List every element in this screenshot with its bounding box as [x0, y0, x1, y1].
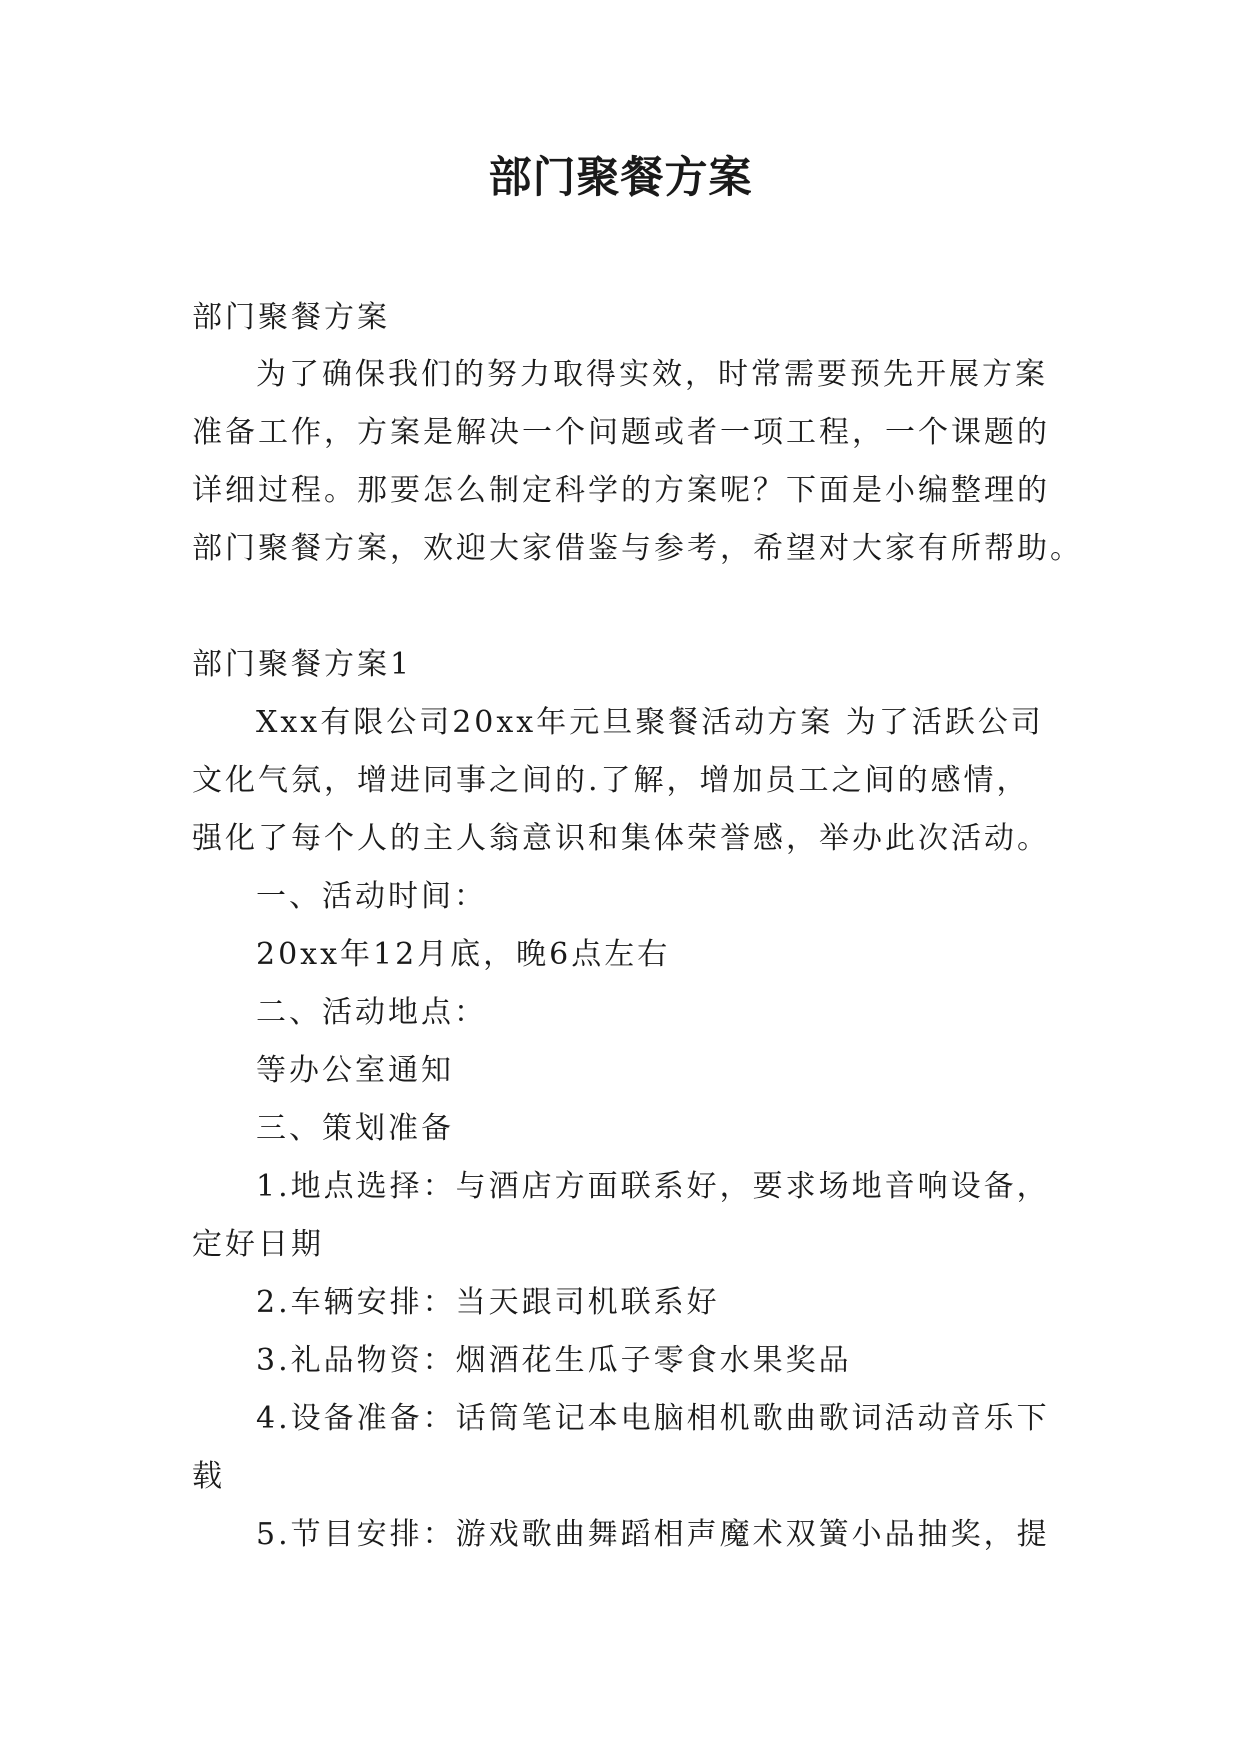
paragraph-line: 详细过程。那要怎么制定科学的方案呢？下面是小编整理的	[192, 473, 1050, 508]
list-item: 等办公室通知	[256, 1053, 454, 1088]
subtitle-line: 部门聚餐方案	[192, 300, 390, 335]
paragraph-line: 强化了每个人的主人翁意识和集体荣誉感，举办此次活动。	[192, 821, 1050, 856]
list-item: 2.车辆安排：当天跟司机联系好	[256, 1285, 720, 1320]
paragraph-line: Xxx有限公司20xx年元旦聚餐活动方案 为了活跃公司	[256, 705, 1044, 740]
list-item: 3.礼品物资：烟酒花生瓜子零食水果奖品	[256, 1343, 852, 1378]
section-heading: 部门聚餐方案1	[192, 647, 413, 682]
list-heading: 二、活动地点：	[256, 995, 487, 1030]
list-item-continuation: 载	[192, 1459, 225, 1494]
list-item: 1.地点选择：与酒店方面联系好，要求场地音响设备，	[256, 1169, 1050, 1204]
list-item: 4.设备准备：话筒笔记本电脑相机歌曲歌词活动音乐下	[256, 1401, 1050, 1436]
paragraph-line: 为了确保我们的努力取得实效，时常需要预先开展方案	[256, 357, 1048, 392]
paragraph-line: 部门聚餐方案，欢迎大家借鉴与参考，希望对大家有所帮助。	[192, 531, 1083, 566]
list-heading: 一、活动时间：	[256, 879, 487, 914]
list-item: 5.节目安排：游戏歌曲舞蹈相声魔术双簧小品抽奖，提	[256, 1517, 1050, 1552]
list-item: 20xx年12月底，晚6点左右	[256, 937, 671, 972]
list-item-continuation: 定好日期	[192, 1227, 324, 1262]
document-title: 部门聚餐方案	[488, 153, 753, 203]
paragraph-line: 文化气氛，增进同事之间的.了解，增加员工之间的感情，	[192, 763, 1030, 798]
list-heading: 三、策划准备	[256, 1111, 454, 1146]
paragraph-line: 准备工作，方案是解决一个问题或者一项工程，一个课题的	[192, 415, 1050, 450]
